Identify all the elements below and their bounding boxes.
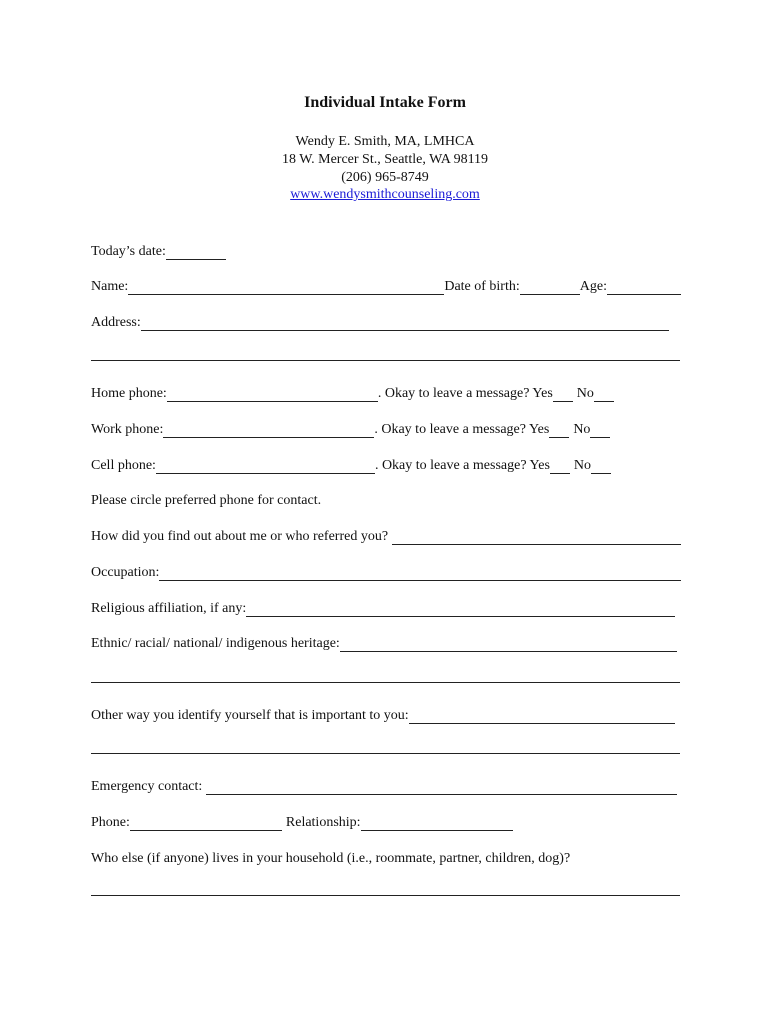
identity-row <box>91 704 681 724</box>
household-row <box>91 847 681 867</box>
occupation-field[interactable] <box>159 567 681 581</box>
cell-okay-message: . Okay to leave a message? Yes <box>374 458 550 473</box>
home-no-label: No <box>576 386 594 401</box>
address-label: Address: <box>91 315 141 330</box>
work-phone-label: Work phone: <box>91 422 164 437</box>
work-phone-field[interactable] <box>163 424 374 438</box>
address-field[interactable] <box>141 317 669 331</box>
heritage-row <box>91 632 681 652</box>
website-link[interactable]: www.wendysmithcounseling.com <box>290 187 480 202</box>
work-phone-row <box>91 418 681 438</box>
relationship-label: Relationship: <box>285 815 361 830</box>
household-label: Who else (if anyone) lives in your household (i.e., roommate, partner, children, dog)? <box>91 851 571 866</box>
relationship-field[interactable] <box>361 817 513 831</box>
counselor-phone: (206) 965-8749 <box>341 170 429 185</box>
name-field[interactable] <box>128 281 444 295</box>
form-title: Individual Intake Form <box>304 94 466 111</box>
religion-field[interactable] <box>246 603 675 617</box>
name-label: Name: <box>91 279 129 294</box>
occupation-label: Occupation: <box>91 565 160 580</box>
dob-field[interactable] <box>520 281 580 295</box>
counselor-address: 18 W. Mercer St., Seattle, WA 98119 <box>281 152 489 167</box>
cell-yes-field[interactable] <box>550 460 570 474</box>
home-phone-field[interactable] <box>167 388 378 402</box>
cell-no-field[interactable] <box>591 460 611 474</box>
cell-phone-field[interactable] <box>156 460 375 474</box>
work-no-field[interactable] <box>590 424 610 438</box>
referral-label: How did you find out about me or who referred you? <box>91 529 389 544</box>
age-field[interactable] <box>607 281 681 295</box>
work-no-label: No <box>573 422 591 437</box>
cell-no-label: No <box>573 458 592 473</box>
circle-preferred-row <box>91 489 681 509</box>
todays-date-field[interactable] <box>166 246 226 260</box>
emergency-field[interactable] <box>206 781 677 795</box>
emergency-phone-field[interactable] <box>130 817 282 831</box>
occupation-row <box>91 561 681 581</box>
home-phone-label: Home phone: <box>91 386 167 401</box>
home-okay-message: . Okay to leave a message? Yes <box>377 386 553 401</box>
counselor-name: Wendy E. Smith, MA, LMHCA <box>295 134 475 149</box>
age-label: Age: <box>579 279 607 294</box>
referral-field[interactable] <box>392 531 681 545</box>
home-yes-field[interactable] <box>553 388 573 402</box>
emergency-label: Emergency contact: <box>91 779 203 794</box>
todays-date-row <box>91 240 681 260</box>
heritage-line-2[interactable] <box>91 682 680 683</box>
household-line[interactable] <box>91 895 680 896</box>
address-row <box>91 311 681 331</box>
home-phone-row <box>91 382 681 402</box>
identity-field[interactable] <box>409 710 675 724</box>
emergency-phone-row <box>91 811 681 831</box>
dob-label: Date of birth: <box>444 279 520 294</box>
todays-date-label: Today’s date: <box>91 244 166 259</box>
heritage-label: Ethnic/ racial/ national/ indigenous heritage: <box>91 636 340 651</box>
identity-label: Other way you identify yourself that is important to you: <box>91 708 409 723</box>
work-okay-message: . Okay to leave a message? Yes <box>374 422 550 437</box>
referral-row <box>91 525 681 545</box>
religion-label: Religious affiliation, if any: <box>91 601 247 616</box>
emergency-phone-label: Phone: <box>91 815 130 830</box>
religion-row <box>91 597 681 617</box>
address-line-2[interactable] <box>91 360 680 361</box>
work-yes-field[interactable] <box>549 424 569 438</box>
emergency-row <box>91 775 681 795</box>
cell-phone-row <box>91 454 681 474</box>
identity-line-2[interactable] <box>91 753 680 754</box>
cell-phone-label: Cell phone: <box>91 458 156 473</box>
circle-preferred-text: Please circle preferred phone for contact. <box>91 493 322 508</box>
home-no-field[interactable] <box>594 388 614 402</box>
name-row <box>91 275 681 295</box>
heritage-field[interactable] <box>340 638 677 652</box>
